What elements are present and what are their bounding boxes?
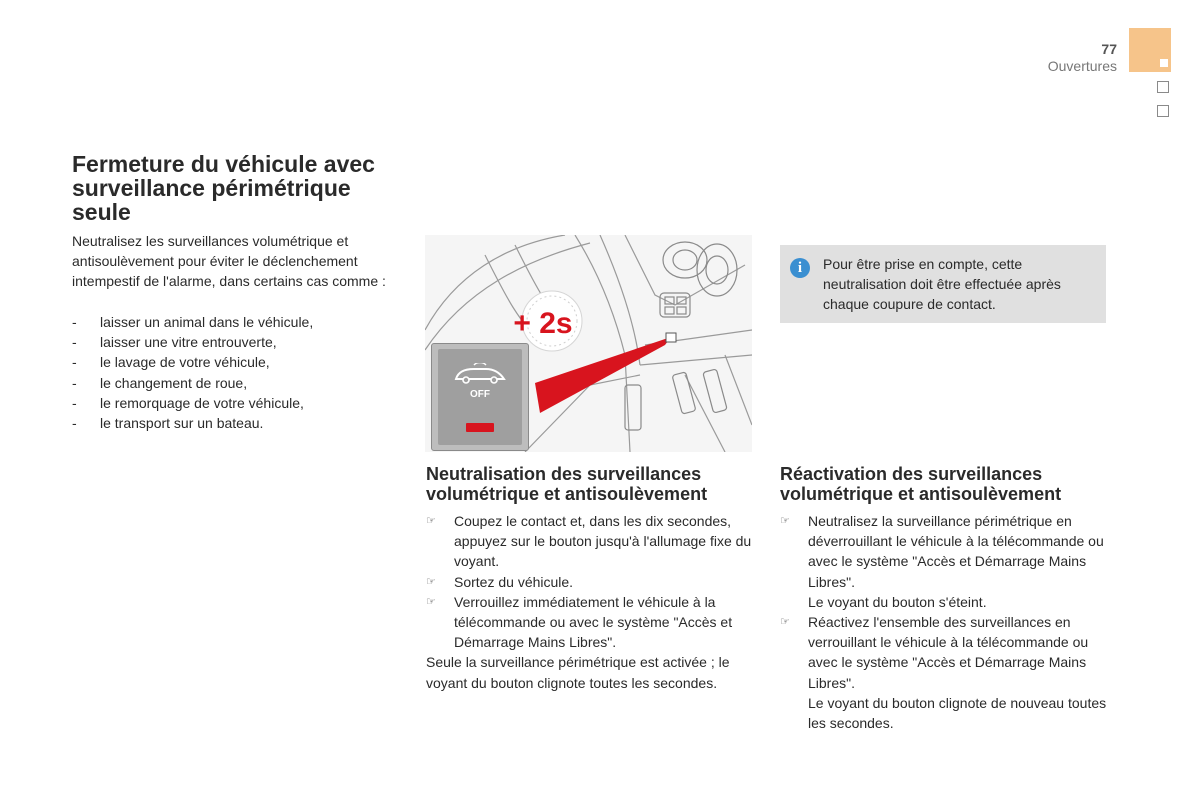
list-item: - laisser une vitre entrouverte, <box>72 334 277 351</box>
info-icon: i <box>790 258 810 278</box>
list-item-text: le remorquage de votre véhicule, <box>100 394 304 411</box>
arrow-icon: ☞ <box>780 515 790 527</box>
alarm-button-panel <box>431 343 529 451</box>
car-alarm-icon <box>450 363 510 385</box>
list-item: - le remorquage de votre véhicule, <box>72 394 304 411</box>
step-text: Sortez du véhicule. <box>454 573 574 590</box>
reactivation-steps <box>780 511 1110 592</box>
step-note: Le voyant du bouton clignote de nouveau toutes les secondes. <box>808 694 1107 732</box>
dashboard-illustration <box>425 235 752 452</box>
info-text: Pour être prise en compte, cette neutralisation doit être effectuée après chaque coupure de contact. <box>823 256 1061 313</box>
step-item <box>780 612 1110 693</box>
list-item-text: le transport sur un bateau. <box>100 415 264 432</box>
section-title: Fermeture du véhicule avec surveillance périmétrique seule <box>72 151 375 225</box>
step-item <box>426 572 756 592</box>
step-item <box>426 592 756 653</box>
cases-list <box>72 312 402 433</box>
step-note: Le voyant du bouton s'éteint. <box>808 593 987 610</box>
step-item <box>780 511 1110 592</box>
neutralisation-body <box>426 511 756 693</box>
list-item: - le lavage de votre véhicule, <box>72 354 270 371</box>
page-number: 77 <box>1101 41 1117 57</box>
list-item-text: laisser un animal dans le véhicule, <box>100 314 314 330</box>
list-item: - laisser un animal dans le véhicule, <box>72 314 314 330</box>
list-item-text: le lavage de votre véhicule, <box>100 354 270 371</box>
reactivation-title: Réactivation des surveillances volumétrique et antisoulèvement <box>780 464 1062 504</box>
reactivation-body <box>780 511 1110 733</box>
info-box <box>780 245 1106 323</box>
off-label: OFF <box>470 389 490 400</box>
arrow-icon: ☞ <box>426 575 436 588</box>
arrow-icon: ☞ <box>426 515 436 527</box>
neutralisation-steps <box>426 511 756 652</box>
list-item-text: le changement de roue, <box>100 374 248 391</box>
chapter-box-1 <box>1157 81 1169 93</box>
step-text: Coupez le contact et, dans les dix secondes, appuyez sur le bouton jusqu'à l'allumage fixe du voyant. <box>454 513 752 570</box>
arrow-icon: ☞ <box>426 595 436 608</box>
intro-paragraph: Neutralisez les surveillances volumétrique et antisoulèvement pour éviter le déclenchement intempestif de l'alarme, dans certains cas comme : <box>72 233 386 290</box>
step-text: Neutralisez la surveillance périmétrique en déverrouillant le véhicule à la télécommande ou avec le système "Accès et Démarrage Mains Libres". <box>808 513 1104 590</box>
timer-callout-text: + 2s <box>513 307 573 340</box>
list-item: - le changement de roue, <box>72 374 248 391</box>
indicator-light <box>466 423 494 432</box>
neutralisation-title: Neutralisation des surveillances volumétrique et antisoulèvement <box>426 464 708 504</box>
section-name: Ouvertures <box>1047 58 1117 74</box>
list-item: - le transport sur un bateau. <box>72 415 264 432</box>
list-item-text: laisser une vitre entrouverte, <box>100 334 277 351</box>
step-item <box>426 511 756 572</box>
arrow-icon: ☞ <box>780 616 790 629</box>
chapter-tab-marker <box>1160 59 1168 67</box>
neutralisation-outro: Seule la surveillance périmétrique est activée ; le voyant du bouton clignote toutes les secondes. <box>426 654 730 691</box>
step-text: Réactivez l'ensemble des surveillances en verrouillant le véhicule à la télécommande ou avec le système "Accès et Démarrage Mains Libres". <box>808 614 1089 691</box>
step-text: Verrouillez immédiatement le véhicule à la télécommande ou avec le système "Accès et Démarrage Mains Libres". <box>454 593 733 651</box>
reactivation-steps-2 <box>780 612 1110 693</box>
chapter-box-2 <box>1157 105 1169 117</box>
